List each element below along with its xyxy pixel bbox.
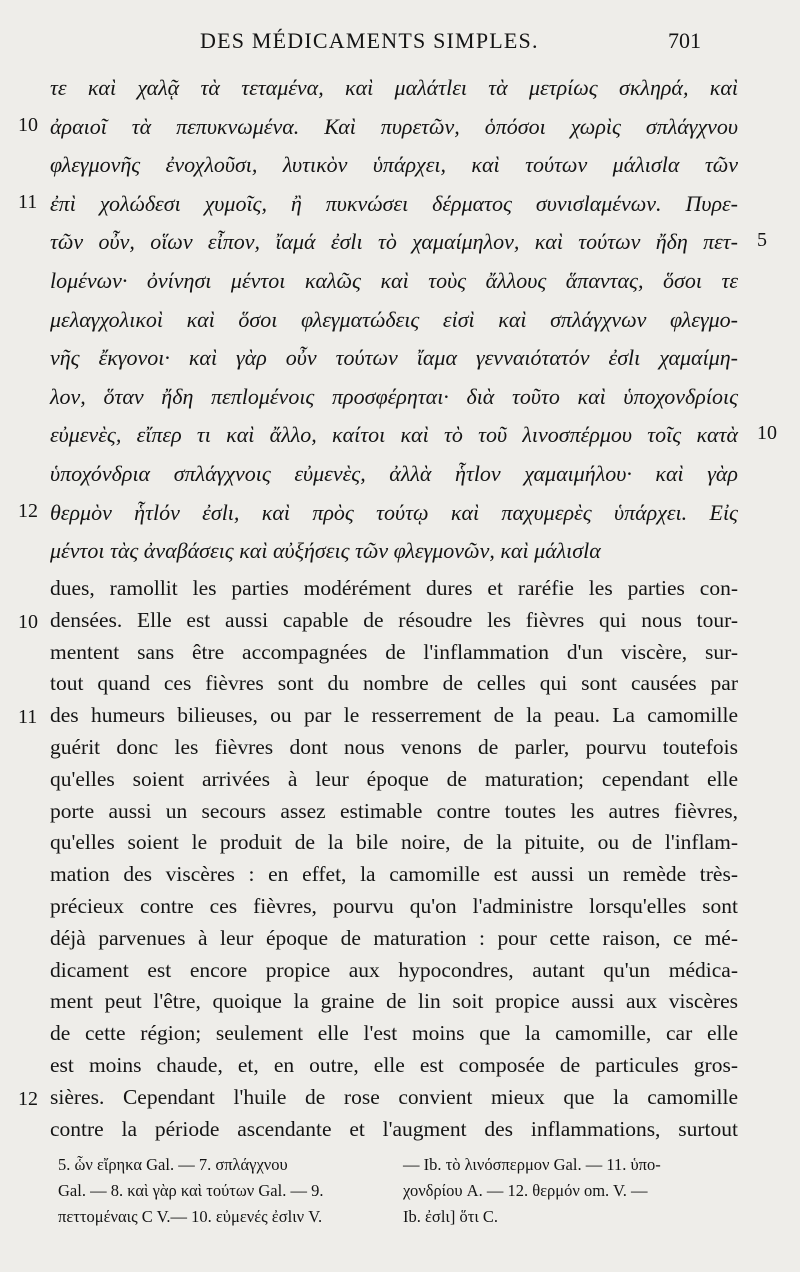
text-line: ἐπὶ χολώδεσι χυμοῖς, ἢ πυκνώσει δέρματος συνισlαμένων. Πυρε- [50, 190, 738, 216]
line-number-marker: 12 [18, 499, 38, 522]
line-number-marker: 10 [18, 113, 38, 136]
text-line: ἀραιοῖ τὰ πεπυκνωμένα. Καὶ πυρετῶν, ὁπόσοι χωρὶς σπλάγχνου [50, 113, 738, 139]
line-number-marker: 5 [757, 229, 767, 252]
running-title: DES MÉDICAMENTS SIMPLES. [200, 28, 539, 53]
footnote-line: 5. ὧν εἴρηκα Gal. — 7. σπλάγχνου [58, 1155, 288, 1174]
text-line: est moins chaude, et, en outre, elle est composée de particules gros- [50, 1052, 738, 1077]
text-line: θερμὸν ἧτlόν ἐσlι, καὶ πρὸς τούτῳ καὶ παχυμερὲς ὑπάρχει. Εἰς [50, 499, 738, 525]
text-line: tout quand ces fièvres sont du nombre de celles qui sont causées par [50, 671, 738, 696]
line-number-marker: 12 [18, 1087, 38, 1110]
text-line: de cette région; seulement elle l'est moins que la camomille, car elle [50, 1021, 738, 1046]
footnote-line: χονδρίου A. — 12. θερμόν om. V. — [403, 1181, 648, 1200]
text-line: mentent sans être accompagnées de l'inflammation d'un viscère, sur- [50, 639, 738, 664]
line-number-marker: 10 [757, 422, 777, 445]
footnote-line: πεττομέναις C V.— 10. εὐμενές ἐσlιν V. [58, 1207, 323, 1226]
line-number-marker: 10 [18, 610, 38, 633]
text-line: λον, ὅταν ἤδη πεπlομένοις προσφέρηται· διὰ τοῦτο καὶ ὑποχονδρίοις [50, 383, 738, 409]
text-line: lομένων· ὀνίνησι μέντοι καλῶς καὶ τοὺς ἄλλους ἅπαντας, ὅσοι τε [50, 267, 738, 293]
page-header [0, 28, 800, 58]
text-line: qu'elles soient arrivées à leur époque de maturation; cependant elle [50, 766, 738, 791]
page-number: 701 [668, 28, 701, 53]
text-line: sières. Cependant l'huile de rose convient mieux que la camomille [50, 1084, 738, 1109]
text-line: μέντοι τὰς ἀναβάσεις καὶ αὐξήσεις τῶν φλεγμονῶν, καὶ μάλισlα [50, 538, 601, 564]
text-line: des humeurs bilieuses, ou par le resserrement de la peau. La camomille [50, 703, 738, 728]
text-line: dues, ramollit les parties modérément dures et raréfie les parties con- [50, 576, 738, 600]
text-line: τῶν οὖν, οἵων εἶπον, ἴαμά ἐσlι τὸ χαμαίμηλον, καὶ τούτων ἤδη πετ- [50, 229, 738, 255]
text-line: contre la période ascendante et l'augment des inflammations, surtout [50, 1116, 738, 1141]
greek-text-block [50, 69, 738, 571]
footnote-line: — Ib. τὸ λινόσπερμον Gal. — 11. ὑπο- [403, 1155, 661, 1174]
text-line: mation des viscères : en effet, la camomille est aussi un remède très- [50, 862, 738, 887]
text-line: déjà parvenues à leur époque de maturation : pour cette raison, ce mé- [50, 925, 738, 950]
text-line: ὑποχόνδρια σπλάγχνοις εὐμενὲς, ἀλλὰ ἧτlον χαμαιμήλου· καὶ γὰρ [50, 460, 738, 486]
footnote-line: Ib. ἐσlι] ὅτι C. [403, 1207, 499, 1226]
text-line: μελαγχολικοὶ καὶ ὅσοι φλεγματώδεις εἰσὶ καὶ σπλάγχνων φλεγμο- [50, 306, 738, 332]
footnotes-right-column [403, 1152, 743, 1230]
text-line: densées. Elle est aussi capable de résoudre les fièvres qui nous tour- [50, 607, 738, 632]
text-line: dicament est encore propice aux hypocondres, autant qu'un médica- [50, 957, 738, 982]
text-line: porte aussi un secours assez estimable contre toutes les autres fièvres, [50, 798, 738, 823]
text-line: νῆς ἔκγονοι· καὶ γὰρ οὖν τούτων ἴαμα γενναιότατόν ἐσlι χαμαίμη- [50, 345, 738, 371]
line-number-marker: 11 [18, 190, 38, 213]
text-line: guérit donc les fièvres dont nous venons de parler, pourvu toutefois [50, 734, 738, 759]
footnote-line: Gal. — 8. καὶ γὰρ καὶ τούτων Gal. — 9. [58, 1181, 324, 1200]
text-line: qu'elles soient le produit de la bile noire, de la pituite, ou de l'inflam- [50, 830, 738, 855]
french-translation-block [50, 573, 738, 1145]
text-line: précieux contre ces fièvres, pourvu qu'on l'administre lorsqu'elles sont [50, 893, 738, 918]
text-line: εὐμενὲς, εἴπερ τι καὶ ἄλλο, καίτοι καὶ τὸ τοῦ λινοσπέρμου τοῖς κατὰ [50, 422, 738, 448]
text-line: τε καὶ χαλᾷ τὰ τεταμένα, καὶ μαλάτlει τὰ μετρίως σκληρά, καὶ [50, 75, 738, 100]
footnotes-left-column [58, 1152, 398, 1230]
line-number-marker: 11 [18, 706, 38, 729]
text-line: ment peut l'être, quoique la graine de lin soit propice aussi aux viscères [50, 989, 738, 1014]
text-line: φλεγμονῆς ἐνοχλοῦσι, λυτικὸν ὑπάρχει, καὶ τούτων μάλισlα τῶν [50, 152, 738, 178]
